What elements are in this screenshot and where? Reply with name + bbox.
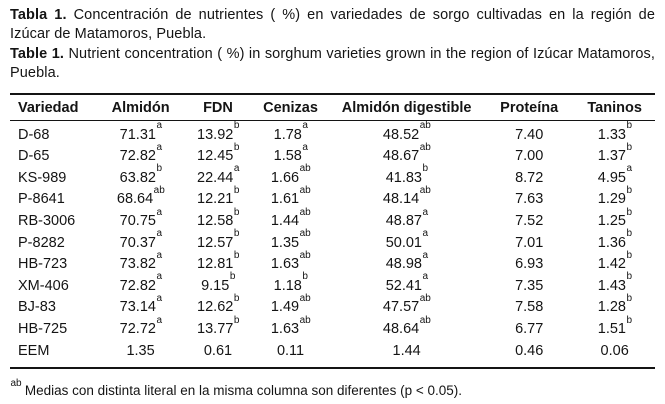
table-row [10, 189, 655, 211]
cell-value: 8.72 [515, 169, 544, 186]
cell-value: 12.81 [197, 256, 234, 273]
table-row [10, 254, 655, 276]
significance-letter: a [422, 271, 429, 283]
column-header-almid-n-digestible: Almidón digestible [329, 94, 484, 121]
value-cell [97, 314, 184, 341]
cell-value: 52.41 [385, 277, 422, 294]
value-cell [329, 185, 484, 211]
cell-value: 72.82 [119, 277, 156, 294]
variety-cell: P-8641 [18, 191, 65, 208]
significance-letter: ab [299, 185, 311, 197]
value-cell [574, 228, 655, 255]
cell-value: 6.77 [515, 320, 544, 337]
cell-value: 1.44 [392, 342, 421, 359]
value-cell [574, 249, 655, 276]
column-header-variedad: Variedad [10, 94, 97, 121]
value-cell [252, 249, 329, 276]
significance-letter: a [156, 228, 163, 240]
value-cell [252, 293, 329, 319]
value-cell [329, 163, 484, 190]
table-row [10, 276, 655, 298]
value-cell [329, 141, 484, 168]
significance-letter: a [422, 228, 429, 240]
value-cell [184, 206, 252, 233]
value-cell [484, 189, 574, 211]
cell-value: 48.52 [382, 126, 420, 143]
table-header-row [10, 94, 655, 121]
caption-spanish-label: Tabla 1. [10, 7, 67, 23]
variety-cell: HB-723 [18, 256, 68, 273]
significance-letter: b [626, 314, 633, 326]
value-cell [252, 341, 329, 369]
cell-value: 13.92 [197, 126, 234, 143]
cell-value: 1.18 [273, 277, 302, 294]
variety-cell: EEM [18, 342, 50, 359]
value-cell [252, 141, 329, 168]
significance-letter: ab [419, 314, 431, 326]
cell-value: 1.63 [270, 320, 300, 337]
value-cell [574, 163, 655, 190]
cell-value: 0.46 [515, 342, 544, 359]
cell-value: 7.35 [515, 277, 544, 294]
significance-letter: b [422, 163, 429, 175]
variety-cell: HB-725 [18, 320, 68, 337]
value-cell [329, 228, 484, 255]
cell-value: 1.66 [270, 169, 300, 186]
column-header-almid-n: Almidón [97, 94, 184, 121]
significance-letter: ab [419, 141, 431, 153]
table-body [10, 120, 655, 368]
column-header-prote-na: Proteína [484, 94, 574, 121]
cell-value: 12.62 [197, 299, 234, 316]
table-row [10, 233, 655, 255]
significance-letter: b [233, 249, 240, 261]
cell-value: 1.42 [597, 256, 626, 273]
value-cell [184, 120, 252, 146]
value-cell [329, 341, 484, 369]
variety-cell: RB-3006 [18, 213, 76, 229]
significance-letter: ab [299, 163, 311, 175]
significance-letter: a [156, 293, 163, 305]
cell-value: 70.37 [119, 234, 156, 251]
value-cell [574, 341, 655, 369]
significance-letter: ab [299, 228, 311, 240]
table-row [10, 168, 655, 190]
cell-value: 72.72 [119, 320, 156, 337]
significance-letter: a [422, 206, 429, 218]
value-cell [484, 233, 574, 255]
significance-letter: a [626, 163, 633, 175]
variety-cell: BJ-83 [18, 299, 56, 316]
value-cell [252, 271, 329, 298]
column-header-fdn: FDN [184, 94, 252, 121]
cell-value: 6.93 [515, 256, 544, 273]
value-cell [184, 185, 252, 211]
cell-value: 48.67 [382, 148, 420, 165]
value-cell [329, 314, 484, 341]
significance-letter: a [302, 141, 308, 153]
cell-value: 50.01 [385, 234, 422, 251]
value-cell [574, 141, 655, 168]
variety-cell: D-65 [18, 148, 50, 165]
value-cell [97, 341, 184, 369]
significance-letter: a [156, 271, 163, 283]
value-cell [484, 276, 574, 298]
caption-english-label: Table 1. [10, 45, 65, 62]
caption-spanish [10, 6, 655, 45]
cell-value: 22.44 [197, 169, 234, 186]
footnote-text: Medias con distinta literal en la misma columna son diferentes (p < 0.05). [24, 383, 462, 399]
significance-letter: b [302, 271, 308, 283]
significance-letter: b [626, 271, 633, 283]
value-cell [184, 271, 252, 298]
cell-value: 48.87 [385, 213, 422, 229]
caption-spanish-text: Concentración de nutrientes ( %) en variedades de sorgo cultivadas en la región de Izúcar de Matamoros, Puebla. [10, 7, 655, 43]
cell-value: 1.43 [597, 277, 626, 294]
value-cell [97, 141, 184, 168]
cell-value: 7.58 [515, 299, 544, 316]
cell-value: 48.98 [385, 256, 422, 273]
significance-letter: b [229, 271, 236, 283]
cell-value: 1.35 [270, 234, 300, 251]
cell-value: 12.58 [197, 213, 234, 229]
footnote-marker: ab [10, 377, 22, 389]
value-cell [574, 314, 655, 341]
cell-value: 0.06 [600, 342, 629, 359]
table-row [10, 120, 655, 146]
value-cell [184, 163, 252, 190]
significance-letter: a [156, 206, 163, 218]
cell-value: 41.83 [385, 169, 422, 186]
value-cell [97, 293, 184, 319]
cell-value: 9.15 [201, 277, 230, 294]
value-cell [252, 120, 329, 146]
cell-value: 12.57 [197, 234, 234, 251]
significance-letter: b [233, 206, 240, 218]
significance-letter: b [626, 206, 633, 218]
cell-value: 1.28 [597, 299, 626, 316]
value-cell [574, 120, 655, 146]
significance-letter: b [233, 185, 240, 197]
value-cell [97, 271, 184, 298]
nutrient-table [10, 93, 655, 370]
value-cell [484, 341, 574, 369]
value-cell [97, 206, 184, 233]
significance-letter: b [233, 141, 240, 153]
significance-letter: b [626, 185, 633, 197]
variety-cell: P-8282 [18, 234, 65, 251]
cell-value: 73.82 [119, 256, 156, 273]
cell-value: 1.35 [126, 342, 155, 359]
significance-letter: a [233, 163, 240, 175]
significance-letter: ab [419, 120, 431, 132]
cell-value: 1.63 [270, 256, 300, 273]
cell-value: 12.21 [197, 191, 234, 208]
significance-letter: ab [299, 293, 311, 305]
value-cell [252, 185, 329, 211]
significance-letter: b [626, 293, 633, 305]
significance-letter: ab [419, 293, 431, 305]
significance-letter: ab [299, 249, 311, 261]
cell-value: 1.44 [270, 213, 300, 229]
cell-value: 72.82 [119, 148, 156, 165]
value-cell [97, 120, 184, 146]
value-cell [97, 163, 184, 190]
value-cell [574, 271, 655, 298]
cell-value: 0.11 [276, 342, 305, 359]
significance-letter: a [302, 120, 308, 132]
significance-letter: a [156, 141, 163, 153]
cell-value: 47.57 [382, 299, 420, 316]
cell-value: 13.77 [197, 320, 234, 337]
significance-letter: ab [419, 185, 431, 197]
cell-value: 1.33 [597, 126, 626, 143]
value-cell [484, 297, 574, 319]
cell-value: 1.58 [273, 148, 302, 165]
value-cell [252, 314, 329, 341]
table-header [10, 94, 655, 121]
cell-value: 48.14 [382, 191, 420, 208]
cell-value: 1.36 [597, 234, 626, 251]
cell-value: 1.25 [597, 213, 626, 229]
value-cell [329, 206, 484, 233]
cell-value: 70.75 [119, 213, 156, 229]
cell-value: 7.00 [515, 148, 544, 165]
cell-value: 1.51 [597, 320, 626, 337]
value-cell [484, 211, 574, 233]
table-row [10, 297, 655, 319]
cell-value: 48.64 [382, 320, 420, 337]
value-cell [97, 249, 184, 276]
significance-letter: b [233, 314, 240, 326]
nutrient-table-wrap [10, 93, 655, 370]
value-cell [574, 185, 655, 211]
significance-letter: b [156, 163, 163, 175]
significance-letter: b [626, 141, 633, 153]
significance-letter: b [233, 120, 240, 132]
cell-value: 63.82 [119, 169, 156, 186]
variety-cell: D-68 [18, 126, 50, 143]
value-cell [97, 228, 184, 255]
value-cell [97, 185, 184, 211]
value-cell [574, 293, 655, 319]
variety-cell: XM-406 [18, 277, 69, 294]
significance-letter: a [156, 249, 163, 261]
cell-value: 1.61 [270, 191, 300, 208]
significance-letter: b [233, 228, 240, 240]
value-cell [184, 314, 252, 341]
cell-value: 68.64 [116, 191, 154, 208]
column-header-cenizas: Cenizas [252, 94, 329, 121]
value-cell [329, 120, 484, 146]
cell-value: 71.31 [119, 126, 156, 143]
table-row [10, 341, 655, 369]
value-cell [184, 341, 252, 369]
significance-letter: ab [153, 185, 165, 197]
caption-english [10, 45, 655, 84]
column-header-taninos: Taninos [574, 94, 655, 121]
significance-letter: a [156, 120, 163, 132]
value-cell [184, 228, 252, 255]
value-cell [329, 293, 484, 319]
value-cell [484, 319, 574, 341]
significance-letter: b [626, 228, 633, 240]
value-cell [484, 254, 574, 276]
caption-english-text: Nutrient concentration ( %) in sorghum varieties grown in the region of Izúcar Matamoros, Puebla. [10, 45, 655, 82]
cell-value: 1.78 [273, 126, 302, 143]
cell-value: 7.40 [515, 126, 544, 143]
cell-value: 0.61 [203, 342, 233, 359]
table-row [10, 319, 655, 341]
cell-value: 12.45 [197, 148, 234, 165]
value-cell [329, 249, 484, 276]
significance-letter: b [626, 120, 633, 132]
value-cell [252, 228, 329, 255]
cell-value: 1.49 [270, 299, 300, 316]
cell-value: 7.63 [515, 191, 544, 208]
significance-letter: b [626, 249, 633, 261]
significance-letter: b [233, 293, 240, 305]
table-row [10, 211, 655, 233]
value-cell [252, 163, 329, 190]
significance-letter: ab [299, 314, 311, 326]
cell-value: 1.29 [597, 191, 626, 208]
variety-cell: KS-989 [18, 169, 67, 186]
cell-value: 7.01 [515, 234, 544, 251]
cell-value: 1.37 [597, 148, 626, 165]
table-row [10, 146, 655, 168]
value-cell [574, 206, 655, 233]
cell-value: 73.14 [119, 299, 156, 316]
value-cell [329, 271, 484, 298]
value-cell [184, 249, 252, 276]
significance-letter: ab [299, 206, 311, 218]
table-footnote [10, 377, 655, 399]
cell-value: 7.52 [515, 213, 544, 229]
value-cell [184, 141, 252, 168]
value-cell [252, 206, 329, 233]
value-cell [184, 293, 252, 319]
value-cell [484, 146, 574, 168]
cell-value: 4.95 [597, 169, 626, 186]
value-cell [484, 120, 574, 146]
value-cell [484, 168, 574, 190]
significance-letter: a [156, 314, 163, 326]
significance-letter: a [422, 249, 429, 261]
